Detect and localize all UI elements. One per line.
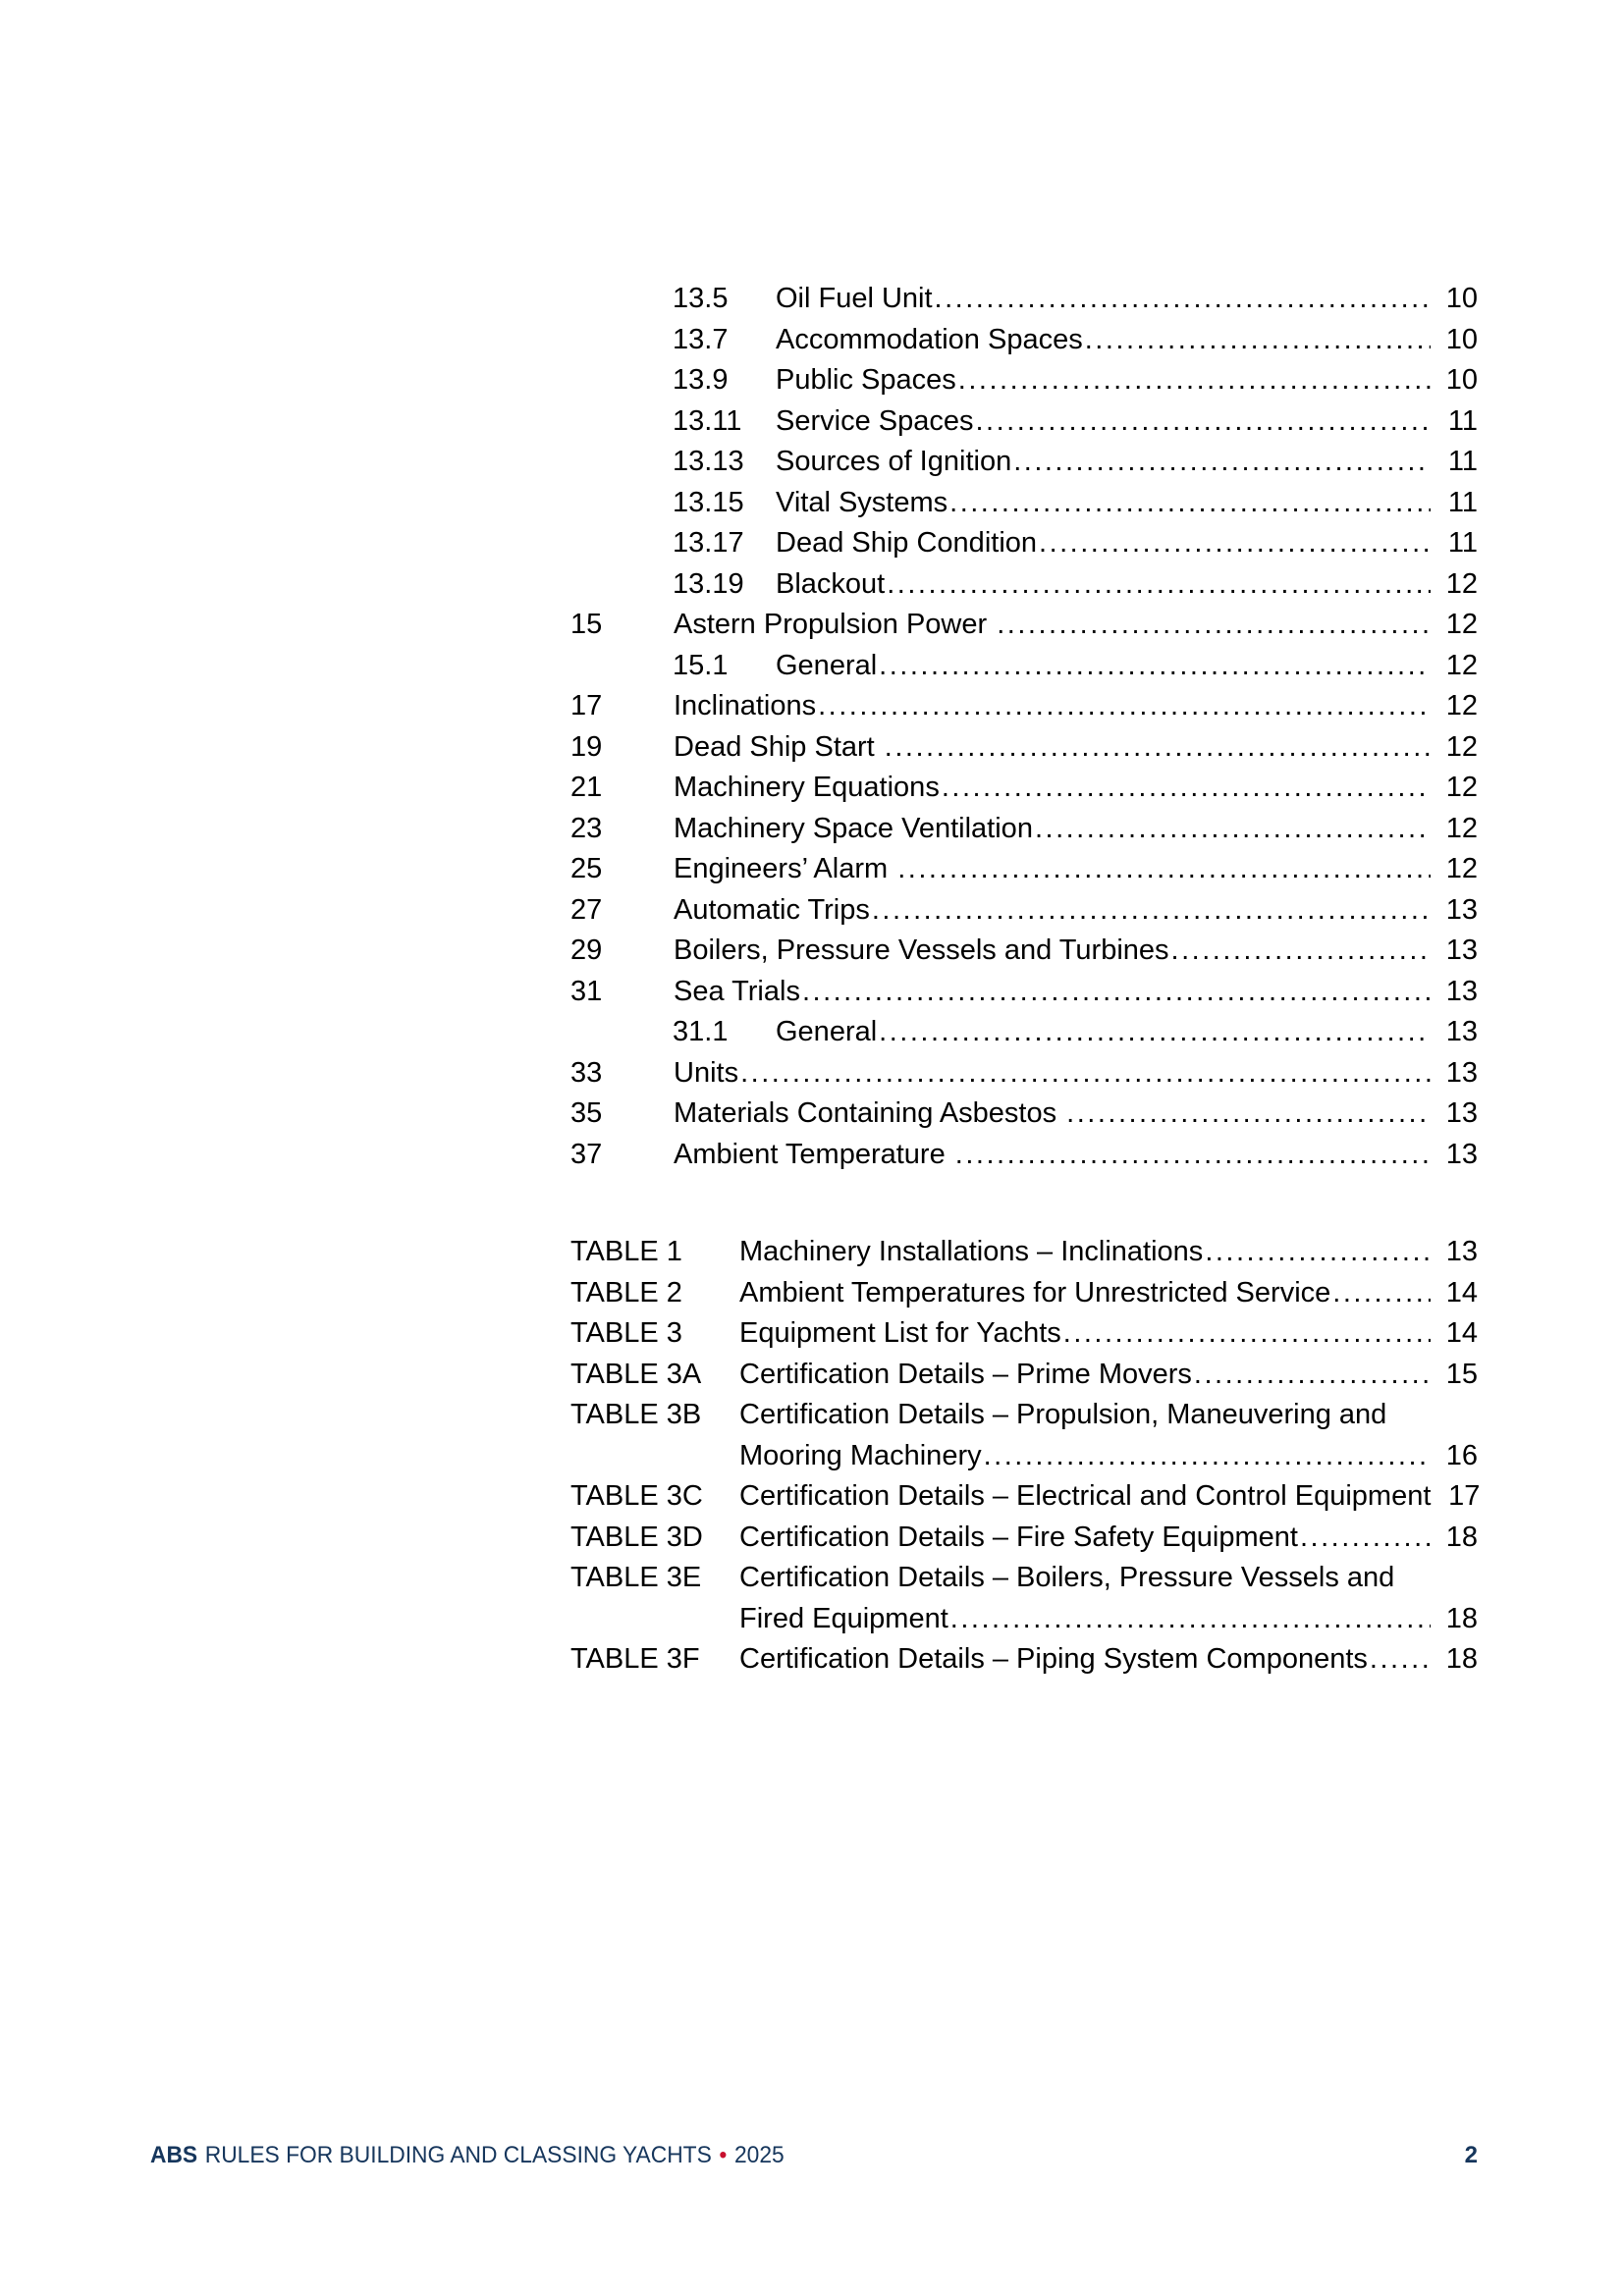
footer-page-number: 2	[1464, 2142, 1478, 2168]
toc-table-line	[739, 1232, 1478, 1273]
footer-rule-line	[150, 2142, 785, 2169]
toc-entry-row	[570, 360, 1478, 401]
toc-table-line	[739, 1273, 1478, 1314]
dot-leader	[1013, 442, 1431, 483]
toc-entry-number: 37	[570, 1138, 603, 1170]
toc-entry-title: Units	[674, 1056, 739, 1089]
toc-entry-number: 13.9	[673, 364, 729, 396]
toc-entry-title: Automatic Trips	[674, 893, 870, 926]
toc-entry-page-number: 13	[1445, 1097, 1478, 1129]
toc-entry-row	[570, 605, 1478, 646]
toc-entry-page-number: 11	[1447, 527, 1478, 559]
table-of-contents	[570, 279, 1481, 1681]
toc-entry-row	[570, 686, 1478, 727]
toc-entry-title: Machinery Space Ventilation	[674, 812, 1033, 844]
footer-year: 2025	[733, 2142, 785, 2168]
toc-table-title: Machinery Installations – Inclinations	[739, 1236, 1204, 1267]
dot-leader	[879, 1012, 1431, 1053]
toc-entry-title: Accommodation Spaces	[776, 323, 1083, 355]
toc-table-title: Ambient Temperatures for Unrestricted Service	[739, 1276, 1331, 1308]
toc-entry-number: 13.15	[673, 486, 744, 518]
toc-entry-number: 19	[570, 730, 603, 763]
footer-rule-title: RULES FOR BUILDING AND CLASSING YACHTS	[204, 2142, 712, 2168]
dot-leader	[955, 1135, 1431, 1176]
toc-table-line	[739, 1395, 1478, 1436]
dot-leader	[802, 972, 1431, 1013]
toc-entry-number: 31.1	[673, 1016, 729, 1047]
toc-entry-row	[570, 564, 1478, 606]
toc-entry-row	[570, 768, 1478, 809]
dot-leader	[949, 483, 1431, 524]
toc-table-label: TABLE 1	[570, 1236, 682, 1267]
toc-table-line	[739, 1355, 1478, 1396]
dot-leader	[1370, 1639, 1431, 1681]
toc-entry-page-number: 13	[1445, 1016, 1478, 1047]
dot-leader	[1085, 320, 1431, 361]
toc-table-row	[570, 1476, 1481, 1518]
toc-entry-page-number: 13	[1445, 975, 1478, 1007]
toc-entry-page-number: 10	[1445, 323, 1478, 355]
toc-entry-page-number: 11	[1447, 404, 1478, 437]
toc-entry-page-number: 11	[1447, 486, 1478, 518]
toc-table-row	[570, 1355, 1478, 1396]
dot-leader	[935, 279, 1431, 320]
toc-table-line	[739, 1599, 1478, 1640]
toc-entry-row	[570, 320, 1478, 361]
dot-leader	[997, 605, 1431, 646]
toc-table-row	[570, 1558, 1478, 1639]
toc-table-row	[570, 1313, 1478, 1355]
toc-entry-row	[570, 809, 1478, 850]
toc-table-line	[739, 1558, 1478, 1599]
toc-entry-number: 35	[570, 1097, 603, 1129]
dot-leader	[887, 564, 1431, 606]
toc-entry-row	[570, 523, 1478, 564]
toc-entry-page-number: 12	[1445, 609, 1478, 640]
dot-leader	[984, 1436, 1431, 1477]
dot-leader	[879, 646, 1431, 687]
toc-entry-number: 13.7	[673, 323, 729, 355]
toc-entry-page-number: 13	[1445, 1138, 1478, 1170]
toc-entry-row	[570, 401, 1478, 443]
toc-entry-page-number: 13	[1445, 1056, 1478, 1089]
toc-entry-page-number: 13	[1445, 934, 1478, 966]
toc-entry-row	[570, 1053, 1478, 1095]
toc-entry-title: Inclinations	[674, 690, 817, 721]
toc-table-title: Certification Details – Piping System Components	[739, 1643, 1368, 1675]
toc-entry-row	[570, 1012, 1478, 1053]
dot-leader	[1063, 1313, 1431, 1355]
toc-entry-title: Oil Fuel Unit	[776, 283, 933, 314]
toc-table-line	[739, 1639, 1478, 1681]
toc-table-label: TABLE 3E	[570, 1562, 702, 1593]
toc-table-title-lines	[739, 1232, 1478, 1273]
toc-table-line	[739, 1476, 1481, 1518]
dot-leader	[897, 849, 1431, 890]
footer-brand-abs: ABS	[150, 2142, 198, 2168]
toc-entry-number: 31	[570, 975, 603, 1007]
toc-table-page-number: 18	[1445, 1602, 1478, 1634]
toc-table-line	[739, 1436, 1478, 1477]
dot-leader	[1332, 1273, 1431, 1314]
toc-table-line	[739, 1518, 1478, 1559]
toc-entry-number: 33	[570, 1056, 603, 1089]
toc-entry-number: 13.17	[673, 527, 744, 559]
toc-table-page-number: 18	[1445, 1643, 1478, 1675]
toc-entry-number: 13.19	[673, 567, 744, 600]
dot-leader	[1205, 1232, 1431, 1273]
toc-table-title-lines	[739, 1476, 1481, 1518]
toc-entry-page-number: 12	[1445, 649, 1478, 681]
toc-table-page-number: 14	[1445, 1276, 1478, 1308]
toc-table-label: TABLE 3F	[570, 1643, 700, 1675]
toc-entry-row	[570, 483, 1478, 524]
toc-table-label: TABLE 3A	[570, 1358, 702, 1390]
toc-entry-title: General	[776, 649, 878, 681]
toc-table-row	[570, 1232, 1478, 1273]
toc-entry-title: General	[776, 1016, 878, 1047]
footer-bullet: •	[719, 2142, 728, 2168]
dot-leader	[950, 1599, 1431, 1640]
dot-leader	[885, 727, 1431, 769]
toc-entry-row	[570, 890, 1478, 932]
dot-leader	[740, 1053, 1431, 1095]
toc-entry-row	[570, 727, 1478, 769]
toc-entry-row	[570, 1135, 1478, 1176]
dot-leader	[872, 890, 1431, 932]
toc-table-row	[570, 1395, 1478, 1476]
dot-leader	[818, 686, 1431, 727]
dot-leader	[1300, 1518, 1431, 1559]
toc-entry-page-number: 11	[1447, 446, 1478, 477]
toc-entry-number: 29	[570, 934, 603, 966]
toc-entry-number: 23	[570, 812, 603, 844]
toc-entry-page-number: 13	[1445, 893, 1478, 926]
dot-leader	[942, 768, 1431, 809]
toc-entry-page-number: 12	[1445, 730, 1478, 763]
toc-entry-page-number: 12	[1445, 853, 1478, 884]
toc-table-title: Certification Details – Prime Movers	[739, 1358, 1192, 1390]
toc-entry-number: 13.11	[673, 404, 742, 437]
toc-table-title: Certification Details – Propulsion, Maneuvering and	[739, 1399, 1387, 1430]
toc-entry-title: Public Spaces	[776, 364, 956, 396]
toc-table-title-lines	[739, 1395, 1478, 1476]
toc-entry-number: 15.1	[673, 649, 729, 681]
toc-table-title-lines	[739, 1518, 1478, 1559]
toc-entry-row	[570, 931, 1478, 972]
toc-table-label: TABLE 3C	[570, 1480, 703, 1512]
toc-entry-page-number: 10	[1445, 364, 1478, 396]
toc-entry-row	[570, 972, 1478, 1013]
dot-leader	[1171, 931, 1431, 972]
dot-leader	[976, 401, 1432, 443]
toc-entry-number: 17	[570, 690, 603, 721]
toc-entry-title: Sea Trials	[674, 975, 800, 1007]
toc-table-line	[739, 1313, 1478, 1355]
toc-entry-page-number: 12	[1445, 567, 1478, 600]
toc-entry-page-number: 12	[1445, 772, 1478, 803]
toc-table-title-lines	[739, 1273, 1478, 1314]
toc-entry-page-number: 12	[1445, 812, 1478, 844]
toc-table-page-number: 15	[1445, 1358, 1478, 1390]
toc-entry-row	[570, 646, 1478, 687]
toc-table-row	[570, 1518, 1478, 1559]
toc-table-title: Fired Equipment	[739, 1602, 948, 1634]
toc-entry-list	[570, 279, 1478, 1175]
toc-entry-title: Astern Propulsion Power	[674, 609, 996, 640]
toc-table-title: Mooring Machinery	[739, 1439, 982, 1471]
toc-table-label: TABLE 3D	[570, 1521, 703, 1553]
dot-leader	[1194, 1355, 1431, 1396]
toc-table-title: Equipment List for Yachts	[739, 1317, 1061, 1349]
toc-entry-title: Machinery Equations	[674, 772, 940, 803]
toc-table-page-number: 13	[1445, 1236, 1478, 1267]
dot-leader	[1066, 1094, 1431, 1135]
toc-entry-title: Ambient Temperature	[674, 1138, 953, 1170]
toc-entry-row	[570, 1094, 1478, 1135]
toc-entry-number: 25	[570, 853, 603, 884]
toc-entry-number: 13.13	[673, 446, 744, 477]
toc-table-row	[570, 1639, 1478, 1681]
toc-table-page-number: 14	[1445, 1317, 1478, 1349]
toc-table-title: Certification Details – Boilers, Pressure Vessels and	[739, 1562, 1395, 1593]
toc-entry-title: Materials Containing Asbestos	[674, 1097, 1065, 1129]
toc-entry-page-number: 12	[1445, 690, 1478, 721]
toc-entry-row	[570, 849, 1478, 890]
toc-table-label: TABLE 3B	[570, 1399, 702, 1430]
toc-entry-number: 15	[570, 609, 603, 640]
toc-table-label: TABLE 3	[570, 1317, 682, 1349]
toc-table-title-lines	[739, 1558, 1478, 1639]
toc-table-label: TABLE 2	[570, 1276, 682, 1308]
toc-table-title-lines	[739, 1313, 1478, 1355]
toc-table-title: Certification Details – Fire Safety Equipment	[739, 1521, 1298, 1553]
toc-entry-number: 13.5	[673, 283, 729, 314]
toc-table-list	[570, 1232, 1481, 1681]
toc-entry-title: Dead Ship Condition	[776, 527, 1038, 559]
dot-leader	[1035, 809, 1431, 850]
toc-table-row	[570, 1273, 1478, 1314]
toc-table-title-lines	[739, 1639, 1478, 1681]
toc-table-page-number: 16	[1445, 1439, 1478, 1471]
page-footer	[150, 2142, 1478, 2169]
dot-leader	[958, 360, 1431, 401]
toc-entry-number: 27	[570, 893, 603, 926]
dot-leader	[1039, 523, 1431, 564]
toc-entry-title: Dead Ship Start	[674, 730, 883, 763]
toc-entry-title: Service Spaces	[776, 404, 974, 437]
toc-table-page-number: 18	[1445, 1521, 1478, 1553]
toc-entry-row	[570, 442, 1478, 483]
toc-table-title-lines	[739, 1355, 1478, 1396]
toc-entry-row	[570, 279, 1478, 320]
toc-entry-title: Engineers’ Alarm	[674, 853, 896, 884]
toc-entry-number: 21	[570, 772, 603, 803]
toc-entry-title: Boilers, Pressure Vessels and Turbines	[674, 934, 1169, 966]
toc-table-page-number: 17	[1448, 1480, 1481, 1512]
toc-table-title: Certification Details – Electrical and Control Equipment	[739, 1480, 1432, 1512]
toc-entry-title: Sources of Ignition	[776, 446, 1012, 477]
toc-entry-page-number: 10	[1445, 283, 1478, 314]
toc-entry-title: Vital Systems	[776, 486, 948, 518]
toc-entry-title: Blackout	[776, 567, 886, 600]
